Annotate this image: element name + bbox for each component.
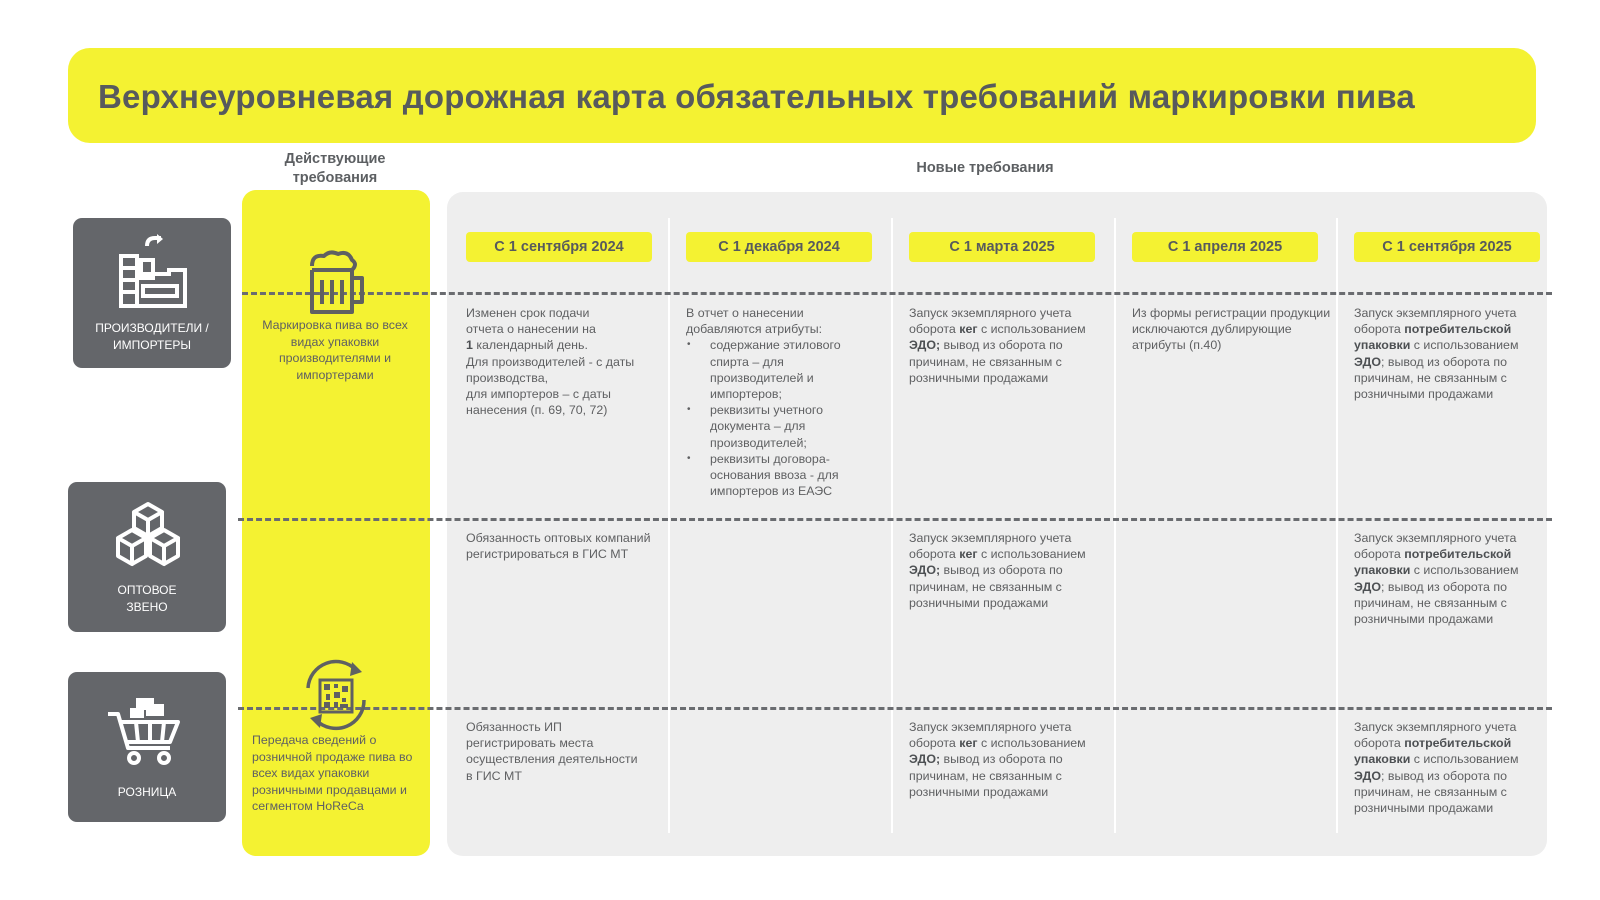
text-fragment: календарный день. <box>472 338 588 353</box>
text-fragment: вывод из оборота по причинам, не связанным с розничными продажами <box>909 563 1063 610</box>
text-fragment: Запуск экземплярного учета оборота <box>909 531 1072 562</box>
text-line: Изменен срок подачи <box>466 306 590 320</box>
bold-text: кег <box>959 736 978 751</box>
text-fragment: с использованием <box>1410 752 1519 767</box>
retail-sep2024-text: Обязанность ИП регистрировать места осуществления деятельности в ГИС МТ <box>466 720 638 783</box>
bold-text: потребительской упаковки <box>1354 322 1512 353</box>
date-mar-2025: С 1 марта 2025 <box>909 232 1095 262</box>
column-divider <box>668 218 670 833</box>
text-fragment: ; вывод из оборота по причинам, не связанным с розничными продажами <box>1354 354 1507 402</box>
bold-text: кег <box>959 547 978 562</box>
current-retail-text: Передача сведений о розничной продаже пива во всех видах упаковки розничными продавцами и сегментом HoReCa <box>252 733 413 813</box>
text-fragment: вывод из оборота по причинам, не связанным с розничными продажами <box>909 338 1063 385</box>
attribute-list <box>686 337 871 499</box>
wholesale-sep2025-text <box>1354 530 1544 627</box>
factory-icon <box>117 234 191 310</box>
boxes-icon <box>112 500 184 572</box>
text-line: для импортеров – с даты нанесения (п. 69, 70, 72) <box>466 387 611 418</box>
shopping-cart-icon <box>106 696 186 768</box>
bold-text: 1 <box>466 338 473 353</box>
text-fragment: Запуск экземплярного учета оборота <box>1354 306 1517 337</box>
bold-text: ЭДО <box>1354 579 1381 594</box>
text-fragment: с использованием <box>1410 563 1519 578</box>
bold-text: ЭДО; <box>909 752 941 767</box>
wholesale-sep2024-text: Обязанность оптовых компаний регистрироваться в ГИС МТ <box>466 531 651 562</box>
date-sep-2024: С 1 сентября 2024 <box>466 232 652 262</box>
date-sep-2025: С 1 сентября 2025 <box>1354 232 1540 262</box>
text-fragment: Запуск экземплярного учета оборота <box>1354 531 1517 562</box>
producers-sep2024-text <box>466 305 656 418</box>
producers-mar2025-text <box>909 305 1109 386</box>
retail-mar2025-text <box>909 719 1109 800</box>
page-title: Верхнеуровневая дорожная карта обязательных требований маркировки пива <box>98 78 1415 115</box>
retail-sep2025-text <box>1354 719 1544 816</box>
column-divider <box>1336 218 1338 833</box>
text-line: Для производителей - с даты производства, <box>466 354 635 385</box>
text-fragment: ; вывод из оборота по причинам, не связанным с розничными продажами <box>1354 768 1507 816</box>
row-divider-retail <box>238 707 1552 710</box>
text-line: В отчет о нанесении добавляются атрибуты: <box>686 306 823 337</box>
role-producers-label: ПРОИЗВОДИТЕЛИ / ИМПОРТЕРЫ <box>95 321 209 352</box>
datamatrix-code-icon <box>296 658 376 732</box>
date-dec-2024: С 1 декабря 2024 <box>686 232 872 262</box>
row-divider-producers <box>242 292 1552 295</box>
producers-dec2024-text <box>686 305 871 499</box>
wholesale-mar2025-text <box>909 530 1109 611</box>
producers-apr2025-text: Из формы регистрации продукции исключаются дублирующие атрибуты (п.40) <box>1132 306 1331 353</box>
row-divider-wholesale <box>238 518 1552 521</box>
bold-text: потребительской упаковки <box>1354 736 1512 767</box>
column-divider <box>891 218 893 833</box>
column-divider <box>1114 218 1116 833</box>
bold-text: ЭДО; <box>909 563 941 578</box>
text-line: отчета о нанесении на <box>466 322 596 337</box>
role-wholesale-label: ОПТОВОЕ ЗВЕНО <box>117 583 177 614</box>
text-fragment: вывод из оборота по причинам, не связанным с розничными продажами <box>909 752 1063 799</box>
date-apr-2025: С 1 апреля 2025 <box>1132 232 1318 262</box>
text-fragment: Запуск экземплярного учета оборота <box>909 720 1072 751</box>
text-fragment: Запуск экземплярного учета оборота <box>1354 720 1517 751</box>
text-fragment: Запуск экземплярного учета оборота <box>909 306 1072 337</box>
text-fragment: с использованием <box>977 547 1086 562</box>
role-wholesale <box>68 482 226 632</box>
bold-text: кег <box>959 322 978 337</box>
header-current-requirements: Действующие требования <box>284 151 386 186</box>
bold-text: ЭДО <box>1354 354 1381 369</box>
header-new-requirements: Новые требования <box>916 160 1054 176</box>
list-item: • реквизиты учетного документа – для производителей; <box>710 402 871 451</box>
text-fragment: с использованием <box>1410 338 1519 353</box>
text-fragment: с использованием <box>977 322 1086 337</box>
text-fragment: ; вывод из оборота по причинам, не связанным с розничными продажами <box>1354 579 1507 627</box>
bold-text: ЭДО; <box>909 338 941 353</box>
bold-text: ЭДО <box>1354 768 1381 783</box>
beer-mug-icon <box>304 250 368 316</box>
current-producers-text: Маркировка пива во всех видах упаковки производителями и импортерами <box>262 318 408 382</box>
text-fragment: с использованием <box>977 736 1086 751</box>
bold-text: потребительской упаковки <box>1354 547 1512 578</box>
role-retail-label: РОЗНИЦА <box>117 785 177 799</box>
text-line <box>466 337 656 353</box>
producers-sep2025-text <box>1354 305 1544 402</box>
role-retail <box>68 672 226 822</box>
list-item: • содержание этилового спирта – для производителей и импортеров; <box>710 337 871 402</box>
role-producers <box>73 218 231 368</box>
list-item: • реквизиты договора-основания ввоза - для импортеров из ЕАЭС <box>710 451 871 500</box>
